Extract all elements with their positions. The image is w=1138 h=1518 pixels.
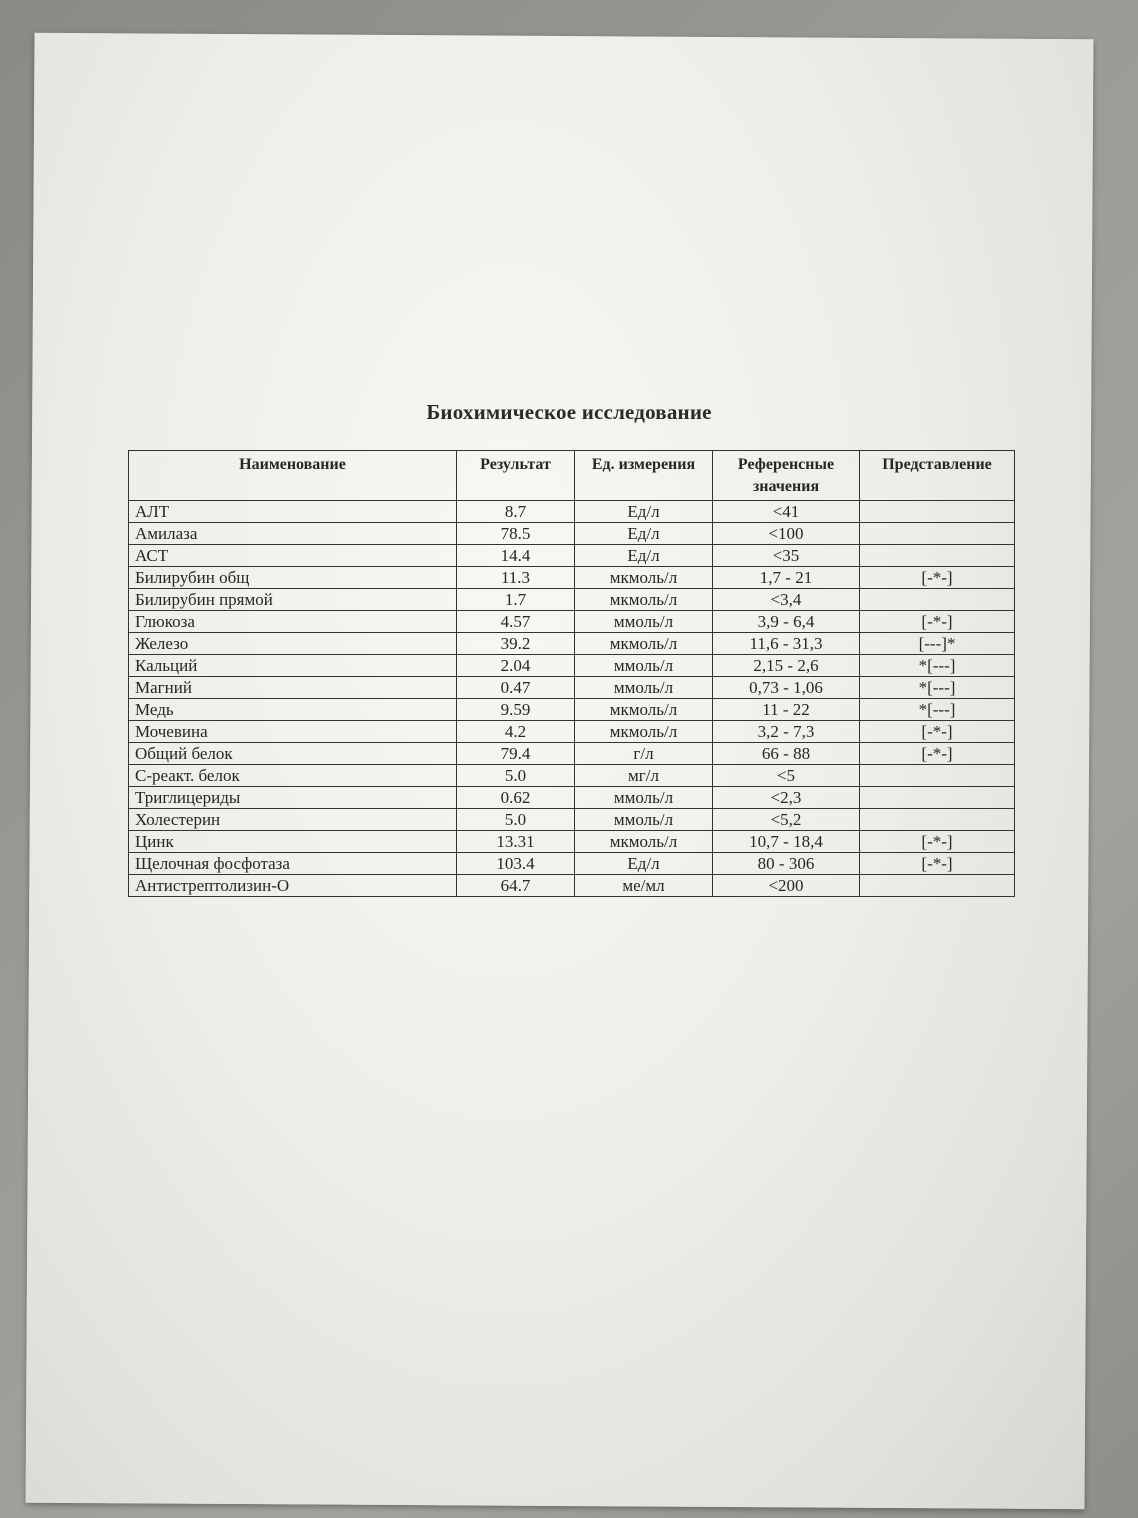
- table-row: [129, 611, 1015, 633]
- cell-representation: [860, 875, 1015, 897]
- cell-name: Амилаза: [129, 523, 457, 545]
- cell-name: Кальций: [129, 655, 457, 677]
- header-representation: Представление: [860, 451, 1015, 501]
- cell-unit: ммоль/л: [575, 677, 713, 699]
- cell-name: Мочевина: [129, 721, 457, 743]
- cell-result: 8.7: [457, 501, 575, 523]
- cell-representation: [-*-]: [860, 721, 1015, 743]
- cell-unit: мкмоль/л: [575, 721, 713, 743]
- cell-unit: мкмоль/л: [575, 589, 713, 611]
- table-row: [129, 677, 1015, 699]
- cell-name: Магний: [129, 677, 457, 699]
- cell-unit: мг/л: [575, 765, 713, 787]
- cell-unit: Ед/л: [575, 501, 713, 523]
- cell-unit: мкмоль/л: [575, 567, 713, 589]
- table-row: [129, 787, 1015, 809]
- cell-unit: ммоль/л: [575, 787, 713, 809]
- cell-reference: 3,9 - 6,4: [713, 611, 860, 633]
- cell-reference: 2,15 - 2,6: [713, 655, 860, 677]
- cell-result: 39.2: [457, 633, 575, 655]
- cell-reference: 1,7 - 21: [713, 567, 860, 589]
- cell-reference: <100: [713, 523, 860, 545]
- table-row: [129, 567, 1015, 589]
- cell-representation: [860, 523, 1015, 545]
- cell-reference: <2,3: [713, 787, 860, 809]
- header-reference: Референсные значения: [713, 451, 860, 501]
- table-header-row: [129, 451, 1015, 501]
- cell-reference: 11,6 - 31,3: [713, 633, 860, 655]
- cell-reference: 10,7 - 18,4: [713, 831, 860, 853]
- cell-name: АЛТ: [129, 501, 457, 523]
- table-row: [129, 831, 1015, 853]
- cell-name: Холестерин: [129, 809, 457, 831]
- cell-result: 78.5: [457, 523, 575, 545]
- cell-result: 103.4: [457, 853, 575, 875]
- cell-representation: [-*-]: [860, 611, 1015, 633]
- cell-unit: ме/мл: [575, 875, 713, 897]
- table-body: [129, 501, 1015, 897]
- cell-representation: [-*-]: [860, 567, 1015, 589]
- cell-unit: ммоль/л: [575, 655, 713, 677]
- cell-unit: Ед/л: [575, 853, 713, 875]
- cell-reference: <41: [713, 501, 860, 523]
- cell-result: 64.7: [457, 875, 575, 897]
- results-table-container: [128, 450, 1014, 897]
- cell-name: Щелочная фосфотаза: [129, 853, 457, 875]
- cell-unit: ммоль/л: [575, 809, 713, 831]
- cell-result: 4.2: [457, 721, 575, 743]
- table-row: [129, 501, 1015, 523]
- cell-name: Медь: [129, 699, 457, 721]
- table-row: [129, 743, 1015, 765]
- cell-name: Общий белок: [129, 743, 457, 765]
- table-row: [129, 523, 1015, 545]
- table-row: [129, 545, 1015, 567]
- cell-representation: *[---]: [860, 655, 1015, 677]
- cell-result: 9.59: [457, 699, 575, 721]
- cell-result: 0.62: [457, 787, 575, 809]
- cell-unit: ммоль/л: [575, 611, 713, 633]
- cell-unit: г/л: [575, 743, 713, 765]
- cell-reference: 11 - 22: [713, 699, 860, 721]
- table-row: [129, 875, 1015, 897]
- cell-reference: <35: [713, 545, 860, 567]
- report-title: Биохимическое исследование: [426, 400, 712, 424]
- cell-representation: [860, 765, 1015, 787]
- cell-result: 11.3: [457, 567, 575, 589]
- table-row: [129, 633, 1015, 655]
- header-unit: Ед. измерения: [575, 451, 713, 501]
- cell-result: 2.04: [457, 655, 575, 677]
- cell-representation: *[---]: [860, 677, 1015, 699]
- cell-representation: [-*-]: [860, 853, 1015, 875]
- table-row: [129, 853, 1015, 875]
- cell-reference: 80 - 306: [713, 853, 860, 875]
- cell-name: С-реакт. белок: [129, 765, 457, 787]
- cell-result: 4.57: [457, 611, 575, 633]
- cell-unit: Ед/л: [575, 545, 713, 567]
- header-name: Наименование: [129, 451, 457, 501]
- cell-unit: Ед/л: [575, 523, 713, 545]
- cell-reference: <5: [713, 765, 860, 787]
- cell-representation: [860, 501, 1015, 523]
- cell-result: 1.7: [457, 589, 575, 611]
- cell-reference: <200: [713, 875, 860, 897]
- cell-representation: [-*-]: [860, 743, 1015, 765]
- cell-result: 0.47: [457, 677, 575, 699]
- table-row: [129, 589, 1015, 611]
- cell-result: 13.31: [457, 831, 575, 853]
- cell-name: АСТ: [129, 545, 457, 567]
- table-row: [129, 699, 1015, 721]
- cell-representation: [860, 787, 1015, 809]
- results-table: [128, 450, 1015, 897]
- cell-name: Билирубин общ: [129, 567, 457, 589]
- cell-name: Билирубин прямой: [129, 589, 457, 611]
- cell-name: Железо: [129, 633, 457, 655]
- cell-result: 5.0: [457, 765, 575, 787]
- cell-unit: мкмоль/л: [575, 831, 713, 853]
- cell-unit: мкмоль/л: [575, 633, 713, 655]
- cell-name: Триглицериды: [129, 787, 457, 809]
- cell-representation: [860, 589, 1015, 611]
- cell-reference: 3,2 - 7,3: [713, 721, 860, 743]
- cell-representation: [-*-]: [860, 831, 1015, 853]
- table-row: [129, 655, 1015, 677]
- cell-name: Глюкоза: [129, 611, 457, 633]
- table-row: [129, 721, 1015, 743]
- cell-reference: 66 - 88: [713, 743, 860, 765]
- cell-representation: [---]*: [860, 633, 1015, 655]
- cell-name: Цинк: [129, 831, 457, 853]
- cell-representation: [860, 809, 1015, 831]
- header-result: Результат: [457, 451, 575, 501]
- cell-unit: мкмоль/л: [575, 699, 713, 721]
- cell-result: 5.0: [457, 809, 575, 831]
- cell-representation: [860, 545, 1015, 567]
- cell-result: 79.4: [457, 743, 575, 765]
- cell-result: 14.4: [457, 545, 575, 567]
- table-row: [129, 765, 1015, 787]
- cell-representation: *[---]: [860, 699, 1015, 721]
- cell-name: Антистрептолизин-О: [129, 875, 457, 897]
- cell-reference: <3,4: [713, 589, 860, 611]
- cell-reference: 0,73 - 1,06: [713, 677, 860, 699]
- cell-reference: <5,2: [713, 809, 860, 831]
- table-row: [129, 809, 1015, 831]
